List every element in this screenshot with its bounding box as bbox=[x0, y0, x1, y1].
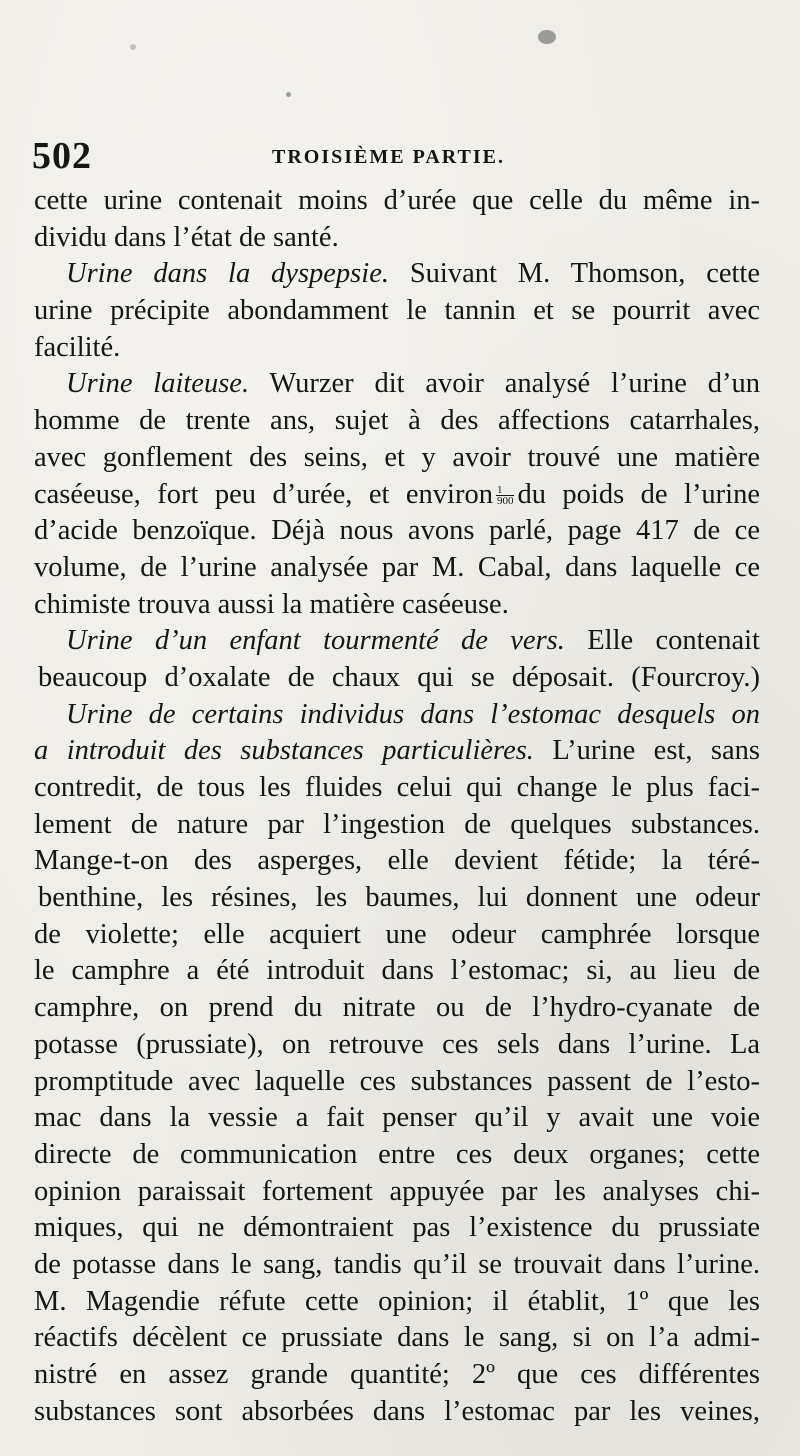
text-line bbox=[34, 1137, 760, 1174]
line-text: facilité. bbox=[34, 331, 121, 363]
text-line bbox=[34, 1284, 760, 1321]
text-line bbox=[34, 1210, 760, 1247]
line-text: L’urine est, sans bbox=[533, 735, 760, 767]
text-line bbox=[34, 917, 760, 954]
line-text: Suivant M. Thomson, cette bbox=[388, 258, 760, 290]
text-line bbox=[34, 807, 760, 844]
text-line bbox=[34, 843, 760, 880]
line-text: mac dans la vessie a fait penser qu’il y avait une voie bbox=[34, 1102, 760, 1134]
line-text: promptitude avec laquelle ces substances passent de l’esto- bbox=[34, 1065, 760, 1097]
line-text: volume, de l’urine analysée par M. Cabal, dans laquelle ce bbox=[34, 551, 760, 583]
line-text: substances sont absorbées dans l’estomac par les veines, bbox=[34, 1395, 760, 1427]
body-text bbox=[34, 183, 760, 1430]
text-line bbox=[34, 953, 760, 990]
line-text: du poids de l’urine bbox=[517, 478, 760, 510]
paper-speck bbox=[286, 92, 291, 97]
text-line bbox=[34, 770, 760, 807]
line-text: benthine, les résines, les baumes, lui donnent une odeur bbox=[38, 882, 760, 914]
italic-heading: Urine d’un enfant tourmenté de vers. bbox=[66, 625, 565, 657]
italic-heading: Urine de certains individus dans l’estomac desquels on bbox=[66, 698, 760, 730]
text-line bbox=[34, 1100, 760, 1137]
line-text: caséeuse, fort peu d’urée, et environ bbox=[34, 478, 493, 510]
line-text: de potasse dans le sang, tandis qu’il se trouvait dans l’urine. bbox=[34, 1248, 760, 1280]
text-line bbox=[34, 1394, 760, 1431]
text-line bbox=[34, 697, 760, 734]
line-text: lement de nature par l’ingestion de quelques substances. bbox=[34, 808, 760, 840]
line-text: chimiste trouva aussi la matière caséeuse. bbox=[34, 588, 509, 620]
text-line bbox=[34, 660, 760, 697]
italic-heading: Urine dans la dyspepsie. bbox=[66, 258, 389, 290]
text-line bbox=[34, 623, 760, 660]
text-line bbox=[34, 1357, 760, 1394]
text-line bbox=[34, 990, 760, 1027]
line-text: miques, qui ne démontraient pas l’existence du prussiate bbox=[34, 1212, 760, 1244]
line-text: beaucoup d’oxalate de chaux qui se déposait. (Fourcroy.) bbox=[38, 661, 760, 693]
page-header bbox=[32, 128, 772, 178]
line-text: potasse (prussiate), on retrouve ces sels dans l’urine. La bbox=[34, 1028, 760, 1060]
line-text: opinion paraissait fortement appuyée par les analyses chi- bbox=[34, 1175, 760, 1207]
italic-heading: a introduit des substances particulières. bbox=[34, 735, 534, 767]
line-text: cette urine contenait moins d’urée que celle du même in- bbox=[34, 185, 760, 216]
text-line bbox=[34, 1064, 760, 1101]
fraction bbox=[496, 485, 515, 506]
text-line bbox=[34, 220, 760, 257]
line-text: Wurzer dit avoir analysé l’urine d’un bbox=[249, 368, 760, 400]
line-text: Elle contenait bbox=[564, 625, 760, 657]
line-text: M. Magendie réfute cette opinion; il établit, 1º que les bbox=[34, 1285, 760, 1317]
line-text: Mange-t-on des asperges, elle devient fétide; la téré- bbox=[34, 845, 760, 877]
paper-speck bbox=[130, 44, 136, 50]
text-line bbox=[34, 513, 760, 550]
line-text: le camphre a été introduit dans l’estomac; si, au lieu de bbox=[34, 955, 760, 987]
text-line bbox=[34, 256, 760, 293]
text-line bbox=[34, 293, 760, 330]
line-text: avec gonflement des seins, et y avoir trouvé une matière bbox=[34, 441, 760, 473]
text-line bbox=[34, 477, 760, 514]
fraction-numerator: 1 bbox=[496, 485, 515, 496]
line-text: contredit, de tous les fluides celui qui change le plus faci- bbox=[34, 772, 760, 803]
line-text: directe de communication entre ces deux organes; cette bbox=[34, 1138, 760, 1170]
text-line bbox=[34, 440, 760, 477]
text-line bbox=[34, 1247, 760, 1284]
line-text: camphre, on prend du nitrate ou de l’hydro-cyanate de bbox=[34, 992, 760, 1024]
line-text: homme de trente ans, sujet à des affections catarrhales, bbox=[34, 405, 760, 437]
text-line bbox=[34, 1027, 760, 1064]
line-text: de violette; elle acquiert une odeur camphrée lorsque bbox=[34, 918, 760, 950]
text-line bbox=[34, 880, 760, 917]
text-line bbox=[34, 403, 760, 440]
text-line bbox=[34, 587, 760, 624]
page-number: 502 bbox=[32, 135, 92, 177]
text-line bbox=[34, 183, 760, 220]
line-text: d’acide benzoïque. Déjà nous avons parlé, page 417 de ce bbox=[34, 515, 760, 547]
paper-stain bbox=[538, 30, 556, 44]
text-line bbox=[34, 330, 760, 367]
fraction-denominator: 900 bbox=[496, 495, 514, 508]
text-line bbox=[34, 733, 760, 770]
line-text: nistré en assez grande quantité; 2º que ces différentes bbox=[34, 1359, 760, 1390]
text-line bbox=[34, 550, 760, 587]
italic-heading: Urine laiteuse. bbox=[66, 368, 250, 400]
line-text: réactifs décèlent ce prussiate dans le sang, si on l’a admi- bbox=[34, 1322, 760, 1354]
line-text: dividu dans l’état de santé. bbox=[34, 221, 339, 253]
text-line bbox=[34, 366, 760, 403]
line-text: urine précipite abondamment le tannin et se pourrit avec bbox=[34, 295, 760, 327]
text-line bbox=[34, 1174, 760, 1211]
running-head: TROISIÈME PARTIE. bbox=[272, 146, 505, 168]
text-line bbox=[34, 1320, 760, 1357]
